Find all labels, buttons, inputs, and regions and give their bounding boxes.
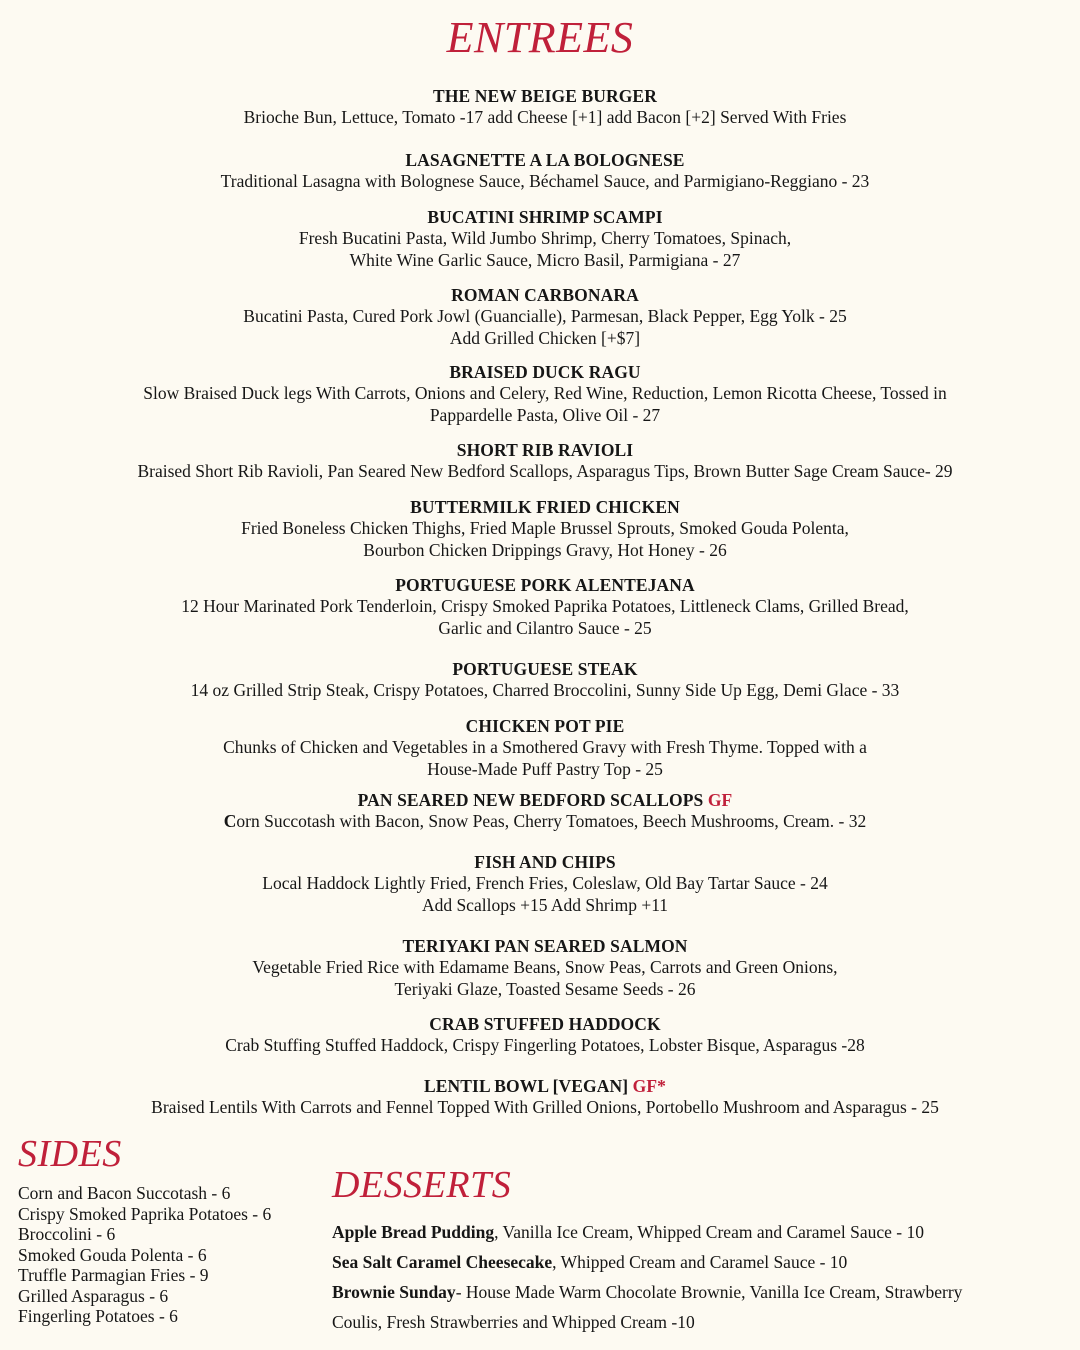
dessert-description: , Whipped Cream and Caramel Sauce - 10 [552, 1252, 848, 1272]
entree-description: Braised Lentils With Carrots and Fennel Topped With Grilled Onions, Portobello Mushroom and Asparagus - 25 [151, 1097, 939, 1117]
entree-name: BRAISED DUCK RAGU [449, 362, 641, 382]
entree-item [40, 1076, 1050, 1119]
entree-item [40, 86, 1050, 129]
sides-list [18, 1183, 318, 1327]
entree-item [40, 497, 1050, 561]
entree-item [40, 575, 1050, 639]
gluten-free-badge: GF [707, 790, 733, 810]
entree-description: 12 Hour Marinated Pork Tenderloin, Crispy Smoked Paprika Potatoes, Littleneck Clams, Grilled Bread, [181, 596, 909, 616]
entree-name: BUCATINI SHRIMP SCAMPI [427, 207, 663, 227]
dessert-name: Brownie Sunday [332, 1282, 456, 1302]
entree-item [40, 790, 1050, 833]
entree-name: LENTIL BOWL [VEGAN] [423, 1076, 629, 1096]
entree-description: Fried Boneless Chicken Thighs, Fried Maple Brussel Sprouts, Smoked Gouda Polenta, [241, 518, 849, 538]
sides-title: SIDES [18, 1133, 122, 1175]
entree-description: Crab Stuffing Stuffed Haddock, Crispy Fingerling Potatoes, Lobster Bisque, Asparagus -28 [225, 1035, 865, 1055]
entree-item [40, 207, 1050, 271]
side-item: Fingerling Potatoes - 6 [18, 1306, 178, 1326]
entree-name: FISH AND CHIPS [474, 852, 616, 872]
side-item: Broccolini - 6 [18, 1224, 116, 1244]
desserts-title: DESSERTS [332, 1164, 512, 1206]
entree-description-line2: Garlic and Cilantro Sauce - 25 [438, 617, 652, 638]
entree-description: Slow Braised Duck legs With Carrots, Onions and Celery, Red Wine, Reduction, Lemon Ricotta Cheese, Tossed in [143, 383, 947, 403]
entree-name: PORTUGUESE PORK ALENTEJANA [395, 575, 695, 595]
entree-item [40, 150, 1050, 193]
entrees-title: ENTREES [446, 13, 634, 62]
side-item: Truffle Parmagian Fries - 9 [18, 1265, 209, 1285]
entree-name: TERIYAKI PAN SEARED SALMON [402, 936, 688, 956]
entree-name: PAN SEARED NEW BEDFORD SCALLOPS [357, 790, 704, 810]
entree-description: 14 oz Grilled Strip Steak, Crispy Potatoes, Charred Broccolini, Sunny Side Up Egg, Demi Glace - 33 [190, 680, 900, 700]
entree-description: orn Succotash with Bacon, Snow Peas, Cherry Tomatoes, Beech Mushrooms, Cream. - 32 [236, 811, 867, 831]
entree-description: Bucatini Pasta, Cured Pork Jowl (Guancialle), Parmesan, Black Pepper, Egg Yolk - 25 [243, 306, 847, 326]
dessert-item [332, 1247, 1032, 1277]
entree-name-row [40, 1076, 1050, 1097]
entree-item [40, 1014, 1050, 1057]
entree-name: SHORT RIB RAVIOLI [456, 440, 634, 460]
dessert-name: Apple Bread Pudding [332, 1222, 495, 1242]
entree-description: Local Haddock Lightly Fried, French Fries, Coleslaw, Old Bay Tartar Sauce - 24 [262, 873, 828, 893]
entree-description: Brioche Bun, Lettuce, Tomato -17 add Cheese [+1] add Bacon [+2] Served With Fries [243, 107, 847, 127]
entree-description-initial: C [223, 811, 237, 831]
entree-name: ROMAN CARBONARA [451, 285, 639, 305]
entree-description-row [40, 811, 1050, 833]
gluten-free-badge: GF* [632, 1076, 666, 1096]
dessert-item [332, 1217, 1032, 1247]
entree-item [40, 362, 1050, 426]
entree-description-line2: House-Made Puff Pastry Top - 25 [427, 758, 663, 779]
entree-name: CRAB STUFFED HADDOCK [429, 1014, 661, 1034]
entree-item [40, 716, 1050, 780]
entree-description: Vegetable Fried Rice with Edamame Beans, Snow Peas, Carrots and Green Onions, [252, 957, 838, 977]
entree-description-line2: Bourbon Chicken Drippings Gravy, Hot Honey - 26 [363, 539, 727, 560]
entree-item [40, 659, 1050, 702]
entree-description-line2: Add Scallops +15 Add Shrimp +11 [421, 894, 669, 915]
entree-item [40, 440, 1050, 483]
entree-name: BUTTERMILK FRIED CHICKEN [410, 497, 680, 517]
entree-description-line2: White Wine Garlic Sauce, Micro Basil, Parmigiana - 27 [349, 249, 741, 270]
entree-description: Traditional Lasagna with Bolognese Sauce, Béchamel Sauce, and Parmigiano-Reggiano - 23 [220, 171, 870, 191]
entree-name: LASAGNETTE A LA BOLOGNESE [405, 150, 685, 170]
entree-description-line2: Pappardelle Pasta, Olive Oil - 27 [429, 404, 661, 425]
entree-name: CHICKEN POT PIE [465, 716, 625, 736]
side-item: Smoked Gouda Polenta - 6 [18, 1244, 207, 1265]
entree-name: THE NEW BEIGE BURGER [433, 86, 657, 106]
entree-item [40, 936, 1050, 1000]
entree-item [40, 285, 1050, 349]
dessert-description: - House Made Warm Chocolate Brownie, Vanilla Ice Cream, Strawberry [455, 1282, 963, 1302]
desserts-list [332, 1217, 1032, 1337]
side-item: Crispy Smoked Paprika Potatoes - 6 [18, 1203, 272, 1224]
dessert-name: Sea Salt Caramel Cheesecake [332, 1252, 553, 1272]
entree-name-row [40, 790, 1050, 811]
entree-item [40, 852, 1050, 916]
entree-description: Chunks of Chicken and Vegetables in a Smothered Gravy with Fresh Thyme. Topped with a [223, 737, 867, 757]
dessert-description: , Vanilla Ice Cream, Whipped Cream and Caramel Sauce - 10 [494, 1222, 924, 1242]
side-item: Corn and Bacon Succotash - 6 [18, 1183, 231, 1203]
entree-name: PORTUGUESE STEAK [452, 659, 638, 679]
entree-description: Braised Short Rib Ravioli, Pan Seared New Bedford Scallops, Asparagus Tips, Brown Butter Sage Cream Sauce- 29 [137, 461, 953, 481]
entree-description: Fresh Bucatini Pasta, Wild Jumbo Shrimp, Cherry Tomatoes, Spinach, [298, 228, 792, 248]
entrees-list [40, 0, 1050, 1350]
dessert-item-continued: Coulis, Fresh Strawberries and Whipped Cream -10 [332, 1312, 695, 1332]
entree-description-line2: Add Grilled Chicken [+$7] [449, 327, 641, 348]
entree-description-line2: Teriyaki Glaze, Toasted Sesame Seeds - 26 [394, 978, 696, 999]
dessert-item [332, 1277, 1032, 1307]
side-item: Grilled Asparagus - 6 [18, 1285, 169, 1306]
